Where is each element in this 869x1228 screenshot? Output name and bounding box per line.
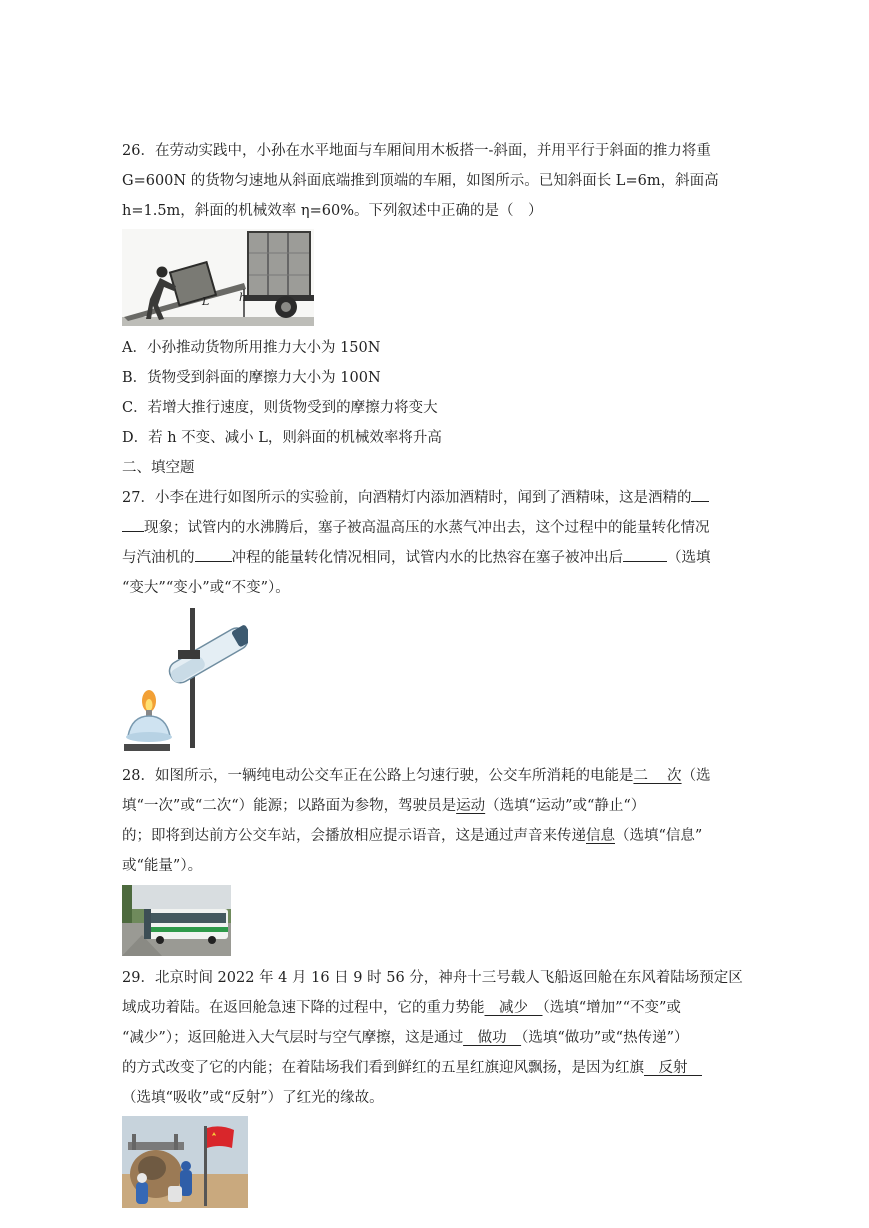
q26-line3: h=1.5m，斜面的机械效率 η=60%。下列叙述中正确的是（ ）: [122, 203, 543, 219]
q29-answer-2: 做功: [463, 1030, 522, 1046]
q26-option-a: A．小孙推动货物所用推力大小为 150N: [122, 340, 381, 356]
q26-option-d: D．若 h 不变、减小 L，则斜面的机械效率将升高: [122, 430, 442, 446]
q27-blank-2: [195, 545, 232, 562]
q29-line1: 29．北京时间 2022 年 4 月 16 日 9 时 56 分，神舟十三号载人飞船返回舱在东风着陆场预定区: [122, 970, 743, 986]
q26-line2: G=600N 的货物匀速地从斜面底端推到顶端的车厢，如图所示。已知斜面长 L=6m，斜面高: [122, 173, 719, 189]
alcohol-lamp-figure: [122, 606, 248, 754]
q28-line4: 或“能量”）。: [122, 858, 203, 874]
q28-line1: 28．如图所示，一辆纯电动公交车正在公路上匀速行驶，公交车所消耗的电能是二 次（选: [122, 768, 711, 784]
q28-answer-3: 信息: [586, 828, 615, 844]
height-label: h: [239, 291, 247, 304]
q29-line4: 的方式改变了它的内能；在着陆场我们看到鲜红的五星红旗迎风飘扬，是因为红旗 反射: [122, 1060, 702, 1076]
q28-answer-1: 二 次: [633, 768, 682, 784]
q29-line3: “减少”）；返回舱进入大气层时与空气摩擦，这是通过 做功 （选填“做功”或“热传递”）: [122, 1030, 689, 1046]
q27-blank-3: [623, 545, 667, 562]
q29-answer-1: 减少: [484, 1000, 543, 1016]
q27-line2: 现象；试管内的水沸腾后，塞子被高温高压的水蒸气冲出去，这个过程中的能量转化情况: [122, 513, 762, 543]
q28-line2: 填“一次”或“二次“）能源；以路面为参物，驾驶员是运动（选填“运动”或“静止“）: [122, 798, 646, 814]
landing-capsule-photo: [122, 1116, 248, 1208]
q27-blank-1a: [691, 485, 709, 502]
length-label: L: [202, 295, 210, 308]
q29-answer-3: 反射: [644, 1060, 702, 1076]
q28-answer-2: 运动: [456, 798, 486, 814]
incline-cart-figure: [122, 229, 314, 326]
q26-option-b: B．货物受到斜面的摩擦力大小为 100N: [122, 370, 381, 386]
q29-line2: 域成功着陆。在返回舱急速下降的过程中，它的重力势能 减少 （选填“增加”“不变”或: [122, 1000, 681, 1016]
electric-bus-photo: [122, 885, 231, 956]
q27-line3: 与汽油机的 冲程的能量转化情况相同，试管内水的比热容在塞子被冲出后 （选填: [122, 543, 762, 573]
q27-line1: 27．小李在进行如图所示的实验前，向酒精灯内添加酒精时，闻到了酒精味，这是酒精的: [122, 483, 762, 513]
q26-line1: 26．在劳动实践中，小孙在水平地面与车厢间用木板搭一-斜面，并用平行于斜面的推力将重: [122, 143, 711, 159]
q28-line3: 的；即将到达前方公交车站，会播放相应提示语音，这是通过声音来传递信息（选填“信息”: [122, 828, 703, 844]
q27-line4: “变大”“变小”或“不变”）。: [122, 580, 290, 596]
section-heading: 二、填空题: [122, 460, 195, 476]
q29-line5: （选填“吸收”或“反射”）了红光的缘故。: [122, 1090, 384, 1106]
q26-option-c: C．若增大推行速度，则货物受到的摩擦力将变大: [122, 400, 438, 416]
q27-blank-1b: [122, 515, 144, 532]
